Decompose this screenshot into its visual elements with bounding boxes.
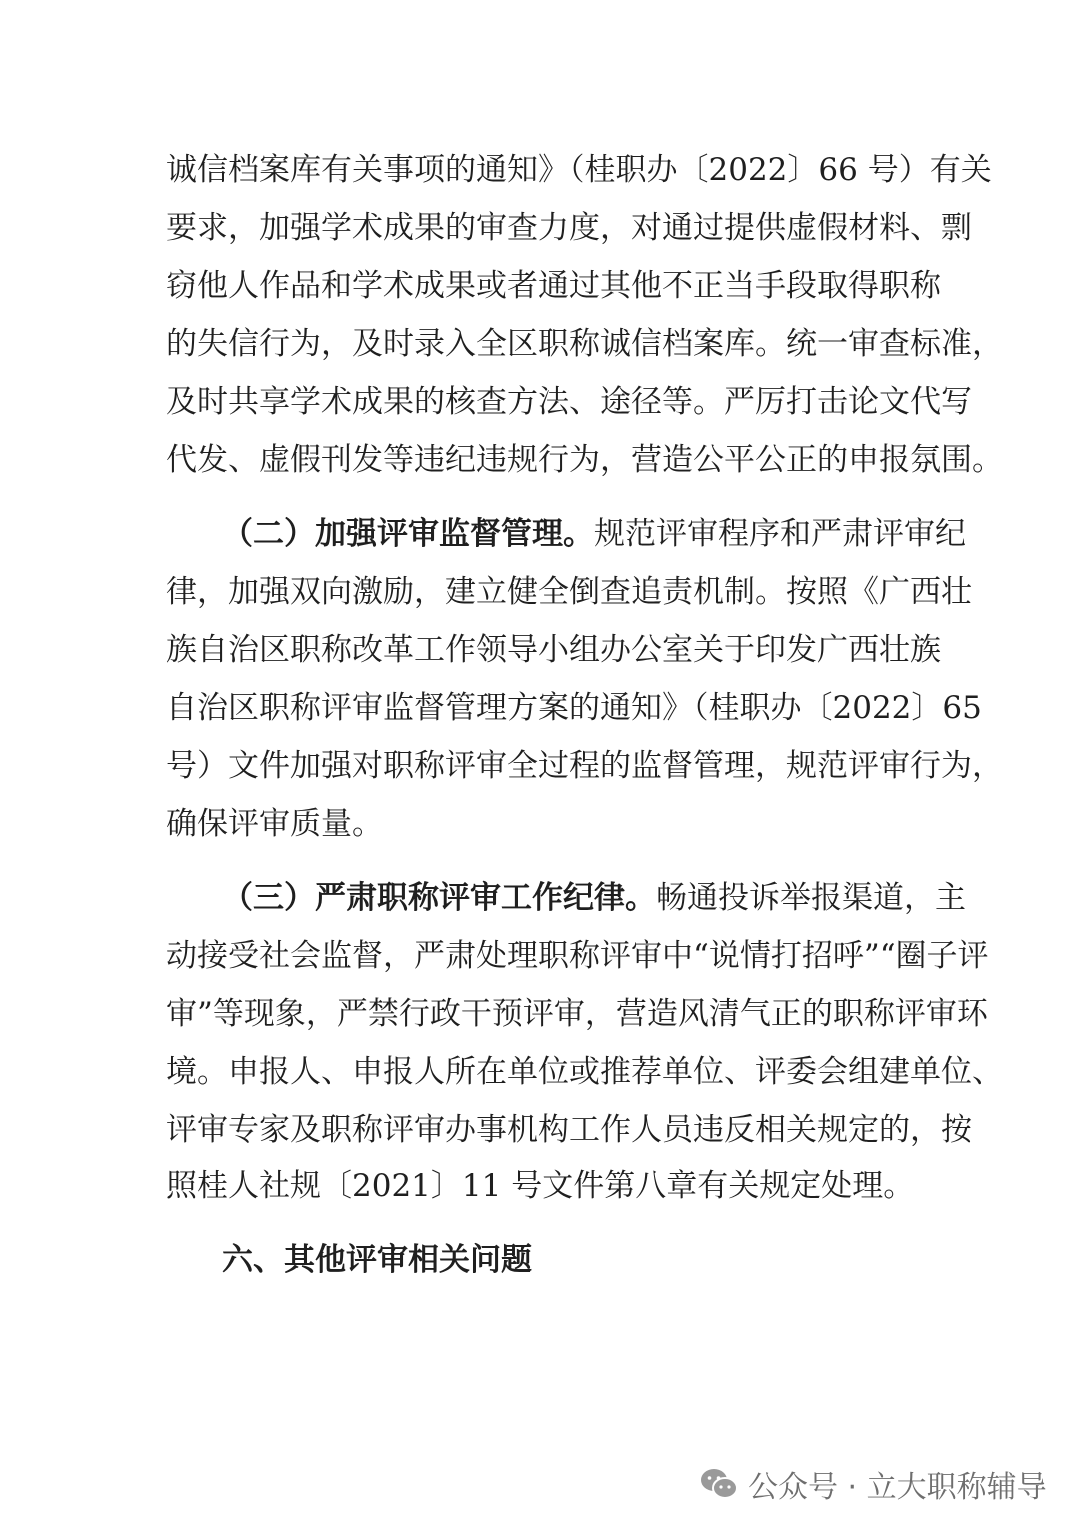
paragraph3-line-1 bbox=[222, 878, 966, 918]
paragraph2-line-3: 族自治区职称改革工作领导小组办公室关于印发广西壮族 bbox=[166, 632, 941, 668]
paragraph3-line-4: 境。申报人、申报人所在单位或推荐单位、评委会组建单位、 bbox=[166, 1054, 1003, 1090]
paragraph2-line-6: 确保评审质量。 bbox=[166, 806, 383, 842]
paragraph3-line-5: 评审专家及职称评审办事机构工作人员违反相关规定的，按 bbox=[166, 1112, 972, 1148]
paragraph1-line-1: 诚信档案库有关事项的通知》（桂职办〔2022〕66 号）有关 bbox=[166, 152, 992, 188]
watermark-text: 公众号 · 立大职称辅导 bbox=[748, 1470, 1047, 1505]
paragraph1-line-3: 窃他人作品和学术成果或者通过其他不正当手段取得职称 bbox=[166, 268, 941, 304]
paragraph2-line-5: 号）文件加强对职称评审全过程的监督管理，规范评审行为， bbox=[166, 748, 1003, 784]
paragraph1-line-4: 的失信行为，及时录入全区职称诚信档案库。统一审查标准， bbox=[166, 326, 1003, 362]
paragraph1-line-2: 要求，加强学术成果的审查力度，对通过提供虚假材料、剽 bbox=[166, 210, 972, 246]
paragraph3-line-6: 照桂人社规〔2021〕11 号文件第八章有关规定处理。 bbox=[166, 1168, 915, 1204]
paragraph2-first-rest: 规范评审程序和严肃评审纪 bbox=[594, 516, 966, 552]
wechat-icon bbox=[700, 1467, 738, 1501]
watermark bbox=[700, 1462, 1047, 1506]
paragraph2-line-2: 律，加强双向激励，建立健全倒查追责机制。按照《广西壮 bbox=[166, 574, 972, 610]
paragraph3-lead: （三）严肃职称评审工作纪律。 bbox=[222, 880, 656, 916]
section-heading: 六、其他评审相关问题 bbox=[222, 1242, 532, 1278]
paragraph3-line-3: 审”等现象，严禁行政干预评审，营造风清气正的职称评审环 bbox=[166, 996, 988, 1032]
paragraph3-first-rest: 畅通投诉举报渠道，主 bbox=[656, 880, 966, 916]
paragraph2-line-4: 自治区职称评审监督管理方案的通知》（桂职办〔2022〕65 bbox=[166, 690, 982, 726]
paragraph2-line-1 bbox=[222, 514, 966, 554]
paragraph3-line-2: 动接受社会监督，严肃处理职称评审中“说情打招呼”“圈子评 bbox=[166, 938, 989, 974]
paragraph1-line-5: 及时共享学术成果的核查方法、途径等。严厉打击论文代写 bbox=[166, 384, 972, 420]
paragraph2-lead: （二）加强评审监督管理。 bbox=[222, 516, 594, 552]
paragraph1-line-6: 代发、虚假刊发等违纪违规行为，营造公平公正的申报氛围。 bbox=[166, 442, 1003, 478]
